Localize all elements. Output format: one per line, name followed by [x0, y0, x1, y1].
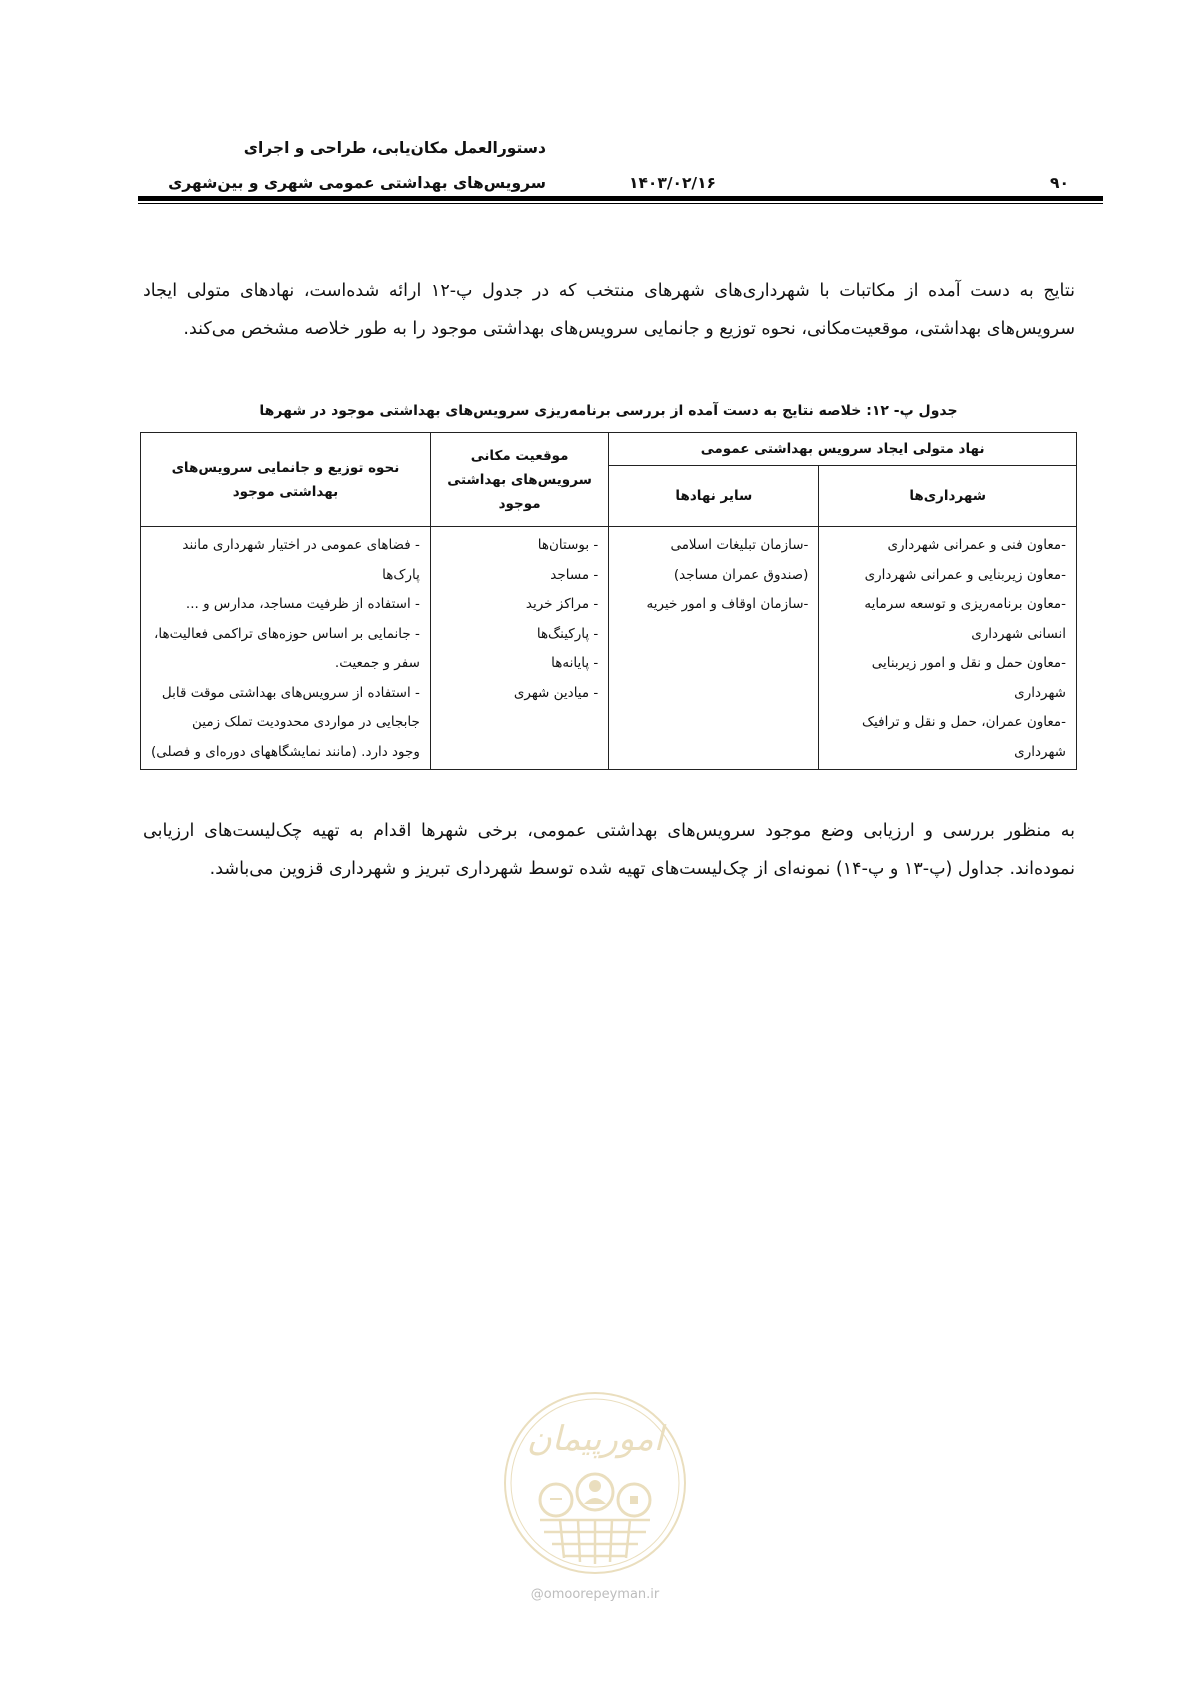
list-item: -معاون فنی و عمرانی شهرداری	[887, 537, 1066, 553]
list-item: (صندوق عمران مساجد)	[673, 566, 809, 583]
header-location: موقعیت مکانی سرویس‌های بهداشتی موجود	[430, 433, 608, 527]
list-item: -معاون عمران، حمل و نقل و ترافیک	[861, 714, 1066, 730]
table-caption: جدول پ- ۱۲: خلاصه نتایج به دست آمده از بررسی برنامه‌ریزی سرویس‌های بهداشتی موجود در شهرها	[259, 403, 958, 419]
document-date: ۱۴۰۳/۰۲/۱۶	[629, 174, 717, 192]
document-title-line1: دستورالعمل مکان‌یابی، طراحی و اجرای	[243, 139, 546, 157]
list-item: - میادین شهری	[513, 684, 599, 701]
document-title-line2: سرویس‌های بهداشتی عمومی شهری و بین‌شهری	[168, 174, 546, 192]
list-item: پارک‌ها	[382, 566, 420, 583]
header-other-institutions: سایر نهادها	[609, 466, 819, 527]
header-responsible-group: نهاد متولی ایجاد سرویس بهداشتی عمومی	[609, 433, 1077, 466]
list-item: - پارکینگ‌ها	[536, 625, 599, 642]
checklist-paragraph: به منظور بررسی و ارزیابی وضع موجود سرویس‌های بهداشتی عمومی، برخی شهرها اقدام به تهیه چک‌لیست‌های ارزیابی نموده‌اند. جداول (پ-۱۳ و پ-۱۴) نمونه‌ای از چک‌لیست‌های تهیه شده توسط شهرداری تبریز و شهرداری قزوین می‌باشد.	[143, 821, 1075, 879]
cell-other-institutions	[609, 527, 819, 770]
list-item: - پایانه‌ها	[551, 655, 599, 671]
list-item: - مساجد	[550, 566, 599, 583]
header-rule-thin	[138, 203, 1103, 204]
page-number: ۹۰	[1050, 174, 1069, 192]
list-item: -معاون برنامه‌ریزی و توسعه سرمایه	[864, 596, 1066, 612]
list-item: شهرداری	[1014, 743, 1066, 760]
list-item: - استفاده از سرویس‌های بهداشتی موقت قابل	[161, 684, 420, 701]
watermark-url: @omoorepeyman.ir	[530, 1587, 660, 1602]
list-item: - استفاده از ظرفیت مساجد، مدارس و ...	[185, 596, 420, 612]
summary-table	[140, 432, 1077, 770]
watermark-logo	[500, 1388, 690, 1578]
cell-distribution	[141, 527, 431, 770]
list-item: -سازمان تبلیغات اسلامی	[670, 537, 809, 553]
list-item: شهرداری	[1014, 684, 1066, 701]
cell-municipalities	[819, 527, 1077, 770]
cell-locations	[430, 527, 608, 770]
header-municipalities: شهرداری‌ها	[819, 466, 1077, 527]
intro-paragraph: نتایج به دست آمده از مکاتبات با شهرداری‌های شهرهای منتخب که در جدول پ-۱۲ ارائه شده‌است، نهادهای متولی ایجاد سرویس‌های بهداشتی، موقعیت‌مکانی، نحوه توزیع و جانمایی سرویس‌های بهداشتی موجود را به طور خلاصه مشخص می‌کند.	[143, 281, 1075, 339]
list-item: سفر و جمعیت.	[334, 655, 420, 671]
list-item: - فضاهای عمومی در اختیار شهرداری مانند	[182, 537, 420, 553]
list-item: وجود دارد. (مانند نمایشگاههای دوره‌ای و فصلی)	[151, 743, 420, 760]
list-item: -معاون زیربنایی و عمرانی شهرداری	[864, 566, 1066, 583]
table-header-row	[141, 433, 1077, 466]
list-item: -معاون حمل و نقل و امور زیربنایی	[871, 655, 1066, 671]
list-item: انسانی شهرداری	[971, 625, 1066, 642]
header-rule-thick	[138, 196, 1103, 201]
list-item: - مراکز خرید	[525, 596, 599, 612]
header-distribution: نحوه توزیع و جانمایی سرویس‌های بهداشتی موجود	[141, 433, 431, 527]
list-item: - بوستان‌ها	[537, 537, 599, 553]
table-row	[141, 527, 1077, 770]
list-item: -سازمان اوقاف و امور خیریه	[646, 596, 809, 612]
svg-text:امورپیمان: امورپیمان	[526, 1419, 664, 1459]
list-item: جابجایی در مواردی محدودیت تملک زمین	[192, 714, 420, 730]
list-item: - جانمایی بر اساس حوزه‌های تراکمی فعالیت‌ها،	[154, 625, 420, 642]
